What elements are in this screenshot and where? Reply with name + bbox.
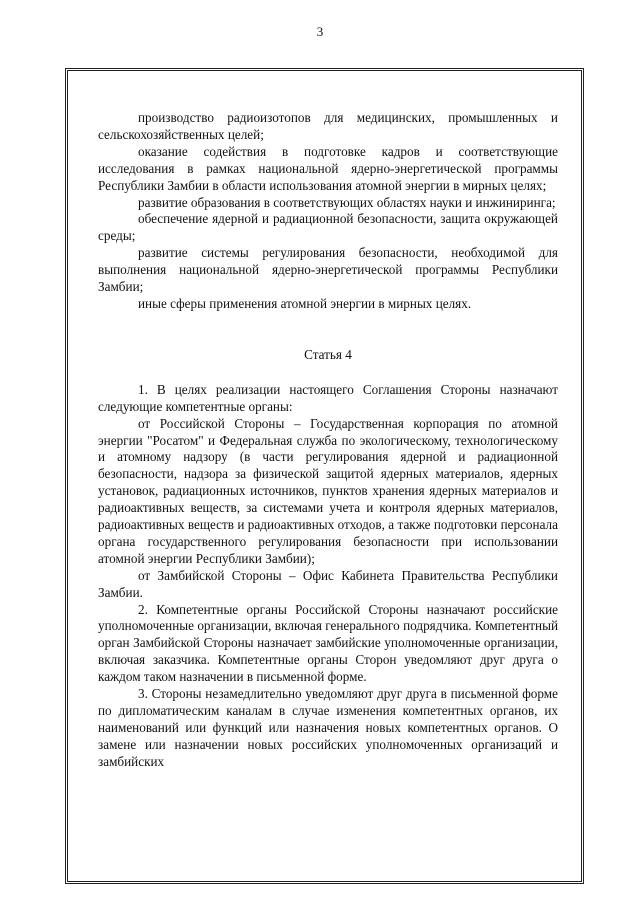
article-paragraph: от Замбийской Стороны – Офис Кабинета Правительства Республики Замбии. (98, 567, 558, 600)
article-paragraph: 1. В целях реализации настоящего Соглашения Стороны назначают следующие компетентные органы: (98, 381, 558, 414)
article-paragraph: 3. Стороны незамедлительно уведомляют друг друга в письменной форме по дипломатическим каналам в случае изменения компетентных органов, их наименований или функций или назначения новых компетентных органов. О замене или назначении новых российских уполномоченных организаций и замбийских (98, 686, 558, 769)
list-item-safety: обеспечение ядерной и радиационной безопасности, защита окружающей среды; (98, 211, 558, 244)
article-paragraph: 2. Компетентные органы Российской Стороны назначают российские уполномоченные организации, включая генерального подрядчика. Компетентный орган Замбийской Стороны назначает замбийские уполномоченные организации, включая заказчика. Компетентные органы Сторон уведомляют друг друга о каждом таком назначении в письменной форме. (98, 601, 558, 685)
list-item-education: развитие образования в соответствующих областях науки и инжиниринга; (138, 194, 556, 210)
article-paragraph: от Российской Стороны – Государственная корпорация по атомной энергии "Росатом" и Федеральная служба по экологическому, технологическому и атомному надзору (в части регулирования ядерной и радиационной безопасности, надзора за физической защитой ядерных материалов, ядерных установок, радиационных источников, пунктов хранения ядерных материалов и радиоактивных веществ, за системами учета и контроля ядерных материалов, радиоактивных веществ и радиоактивных отходов, а также подготовки персонала органа государственного регулирования безопасности при использовании атомной энергии Республики Замбии); (98, 415, 558, 566)
page-number: 3 (316, 24, 324, 39)
list-item-regulation: развитие системы регулирования безопасности, необходимой для выполнения национальной ядерно-энергетической программы Республики Замбии; (98, 245, 558, 295)
list-item-other: иные сферы применения атомной энергии в мирных целях. (138, 295, 472, 311)
article-heading: Статья 4 (304, 346, 352, 362)
section-spacer (98, 364, 558, 382)
list-item-radioisotopes: производство радиоизотопов для медицинских, промышленных и сельскохозяйственных целей; (98, 110, 558, 142)
list-item-training: оказание содействия в подготовке кадров и соответствующие исследования в рамках национальной ядерно-энергетической программы Республики Замбии в области использования атомной энергии в мирных целях; (98, 143, 558, 193)
document-body (98, 110, 558, 771)
section-spacer (98, 313, 558, 347)
